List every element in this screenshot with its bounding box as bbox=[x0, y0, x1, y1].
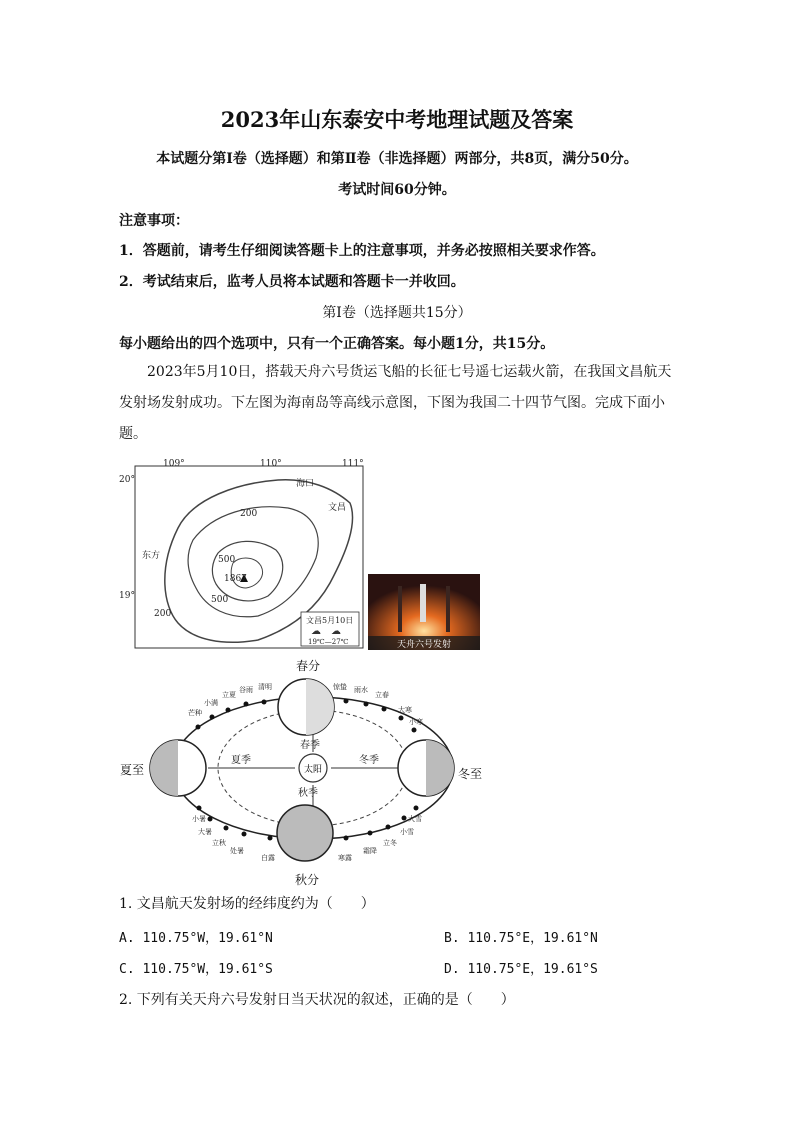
weather-box-title: 文昌5月10日 bbox=[306, 616, 354, 625]
term-dahan: 大寒 bbox=[398, 706, 412, 714]
question-1-stem: 1. 文昌航天发射场的经纬度约为（ ） bbox=[119, 896, 375, 912]
label-qiufen: 秋分 bbox=[295, 873, 320, 887]
question-passage: 2023年5月10日，搭载天舟六号货运飞船的长征七号遥七运载火箭，在我国文昌航天发射场发射成功。下左图为海南岛等高线示意图，下图为我国二十四节气图。完成下面小题。 bbox=[119, 364, 672, 442]
lon-label-110: 110° bbox=[260, 459, 282, 469]
lon-label-111: 111° bbox=[342, 459, 364, 469]
lat-label-19: 19° bbox=[119, 591, 135, 601]
term-hanlu: 寒露 bbox=[338, 854, 352, 862]
term-lixia: 立夏 bbox=[222, 691, 236, 699]
question-2-stem: 2. 下列有关天舟六号发射日当天状况的叙述，正确的是（ ） bbox=[119, 992, 515, 1008]
term-qingming: 清明 bbox=[258, 683, 272, 691]
launch-photo bbox=[368, 574, 480, 650]
exam-info-line1: 本试题分第Ⅰ卷（选择题）和第Ⅱ卷（非选择题）两部分，共8页，满分50分。 bbox=[156, 151, 638, 167]
label-xiazhi: 夏至 bbox=[120, 763, 145, 777]
hainan-contour-map bbox=[118, 458, 368, 653]
place-dongfang: 东方 bbox=[142, 551, 161, 561]
term-jingzhe: 惊蛰 bbox=[333, 683, 347, 691]
term-xiaoshu: 小暑 bbox=[192, 815, 206, 823]
term-mangzhong: 芒种 bbox=[188, 709, 202, 717]
q1-option-a[interactable]: A. 110.75°W，19.61°N bbox=[119, 931, 273, 946]
term-chushu: 处暑 bbox=[230, 847, 244, 855]
term-xiaoman: 小满 bbox=[204, 699, 218, 707]
q1-option-b[interactable]: B. 110.75°E，19.61°N bbox=[444, 931, 598, 946]
term-xiaoxue: 小雪 bbox=[400, 828, 414, 836]
label-chunji: 春季 bbox=[300, 740, 320, 751]
contour-label-200-b: 200 bbox=[154, 609, 172, 619]
term-yushui: 雨水 bbox=[354, 686, 368, 694]
peak-elevation: 1867 bbox=[224, 574, 247, 584]
contour-label-500-b: 500 bbox=[211, 595, 229, 605]
solar-terms-diagram bbox=[118, 655, 488, 887]
q1-option-d[interactable]: D. 110.75°E，19.61°S bbox=[444, 962, 598, 977]
lat-label-20: 20° bbox=[119, 475, 135, 485]
sun-label: 太阳 bbox=[303, 765, 323, 775]
label-dongji: 冬季 bbox=[359, 755, 379, 766]
notes-heading: 注意事项： bbox=[119, 213, 189, 229]
contour-label-500: 500 bbox=[218, 555, 236, 565]
label-dongzhi: 冬至 bbox=[458, 767, 483, 781]
term-guyu: 谷雨 bbox=[239, 686, 253, 694]
page-title: 2023年山东泰安中考地理试题及答案 bbox=[220, 107, 574, 132]
note-item-1: 1．答题前，请考生仔细阅读答题卡上的注意事项，并务必按照相关要求作答。 bbox=[119, 243, 605, 259]
place-haikou: 海口 bbox=[296, 479, 315, 489]
exam-info-line2: 考试时间60分钟。 bbox=[338, 182, 456, 198]
label-chunfen: 春分 bbox=[296, 659, 321, 673]
lon-label-109: 109° bbox=[163, 459, 185, 469]
term-daxue: 大雪 bbox=[408, 815, 422, 823]
q1-option-c[interactable]: C. 110.75°W，19.61°S bbox=[119, 962, 273, 977]
photo-caption: 天舟六号发射 bbox=[396, 640, 452, 650]
term-xiaohan: 小寒 bbox=[409, 718, 423, 726]
label-qiuji: 秋季 bbox=[298, 788, 318, 799]
term-shuangjiang: 霜降 bbox=[363, 847, 377, 855]
note-item-2: 2．考试结束后，监考人员将本试题和答题卡一并收回。 bbox=[119, 274, 465, 290]
weather-icon-2: ☁ bbox=[331, 626, 341, 637]
term-dashu: 大暑 bbox=[198, 828, 212, 836]
section-title: 第Ⅰ卷（选择题共15分） bbox=[322, 305, 472, 321]
earth-autumn bbox=[277, 805, 333, 861]
term-lidong: 立冬 bbox=[383, 839, 397, 847]
label-xiaji: 夏季 bbox=[231, 755, 251, 766]
term-liqiu: 立秋 bbox=[212, 839, 226, 847]
weather-box-temp: 19℃—27℃ bbox=[308, 638, 349, 646]
contour-label-200: 200 bbox=[240, 509, 258, 519]
place-wenchang: 文昌 bbox=[328, 503, 347, 513]
section-instruction: 每小题给出的四个选项中，只有一个正确答案。每小题1分，共15分。 bbox=[119, 336, 555, 352]
term-bailu: 白露 bbox=[261, 854, 275, 862]
weather-icon: ☁ bbox=[311, 626, 321, 637]
term-lichun: 立春 bbox=[375, 691, 389, 699]
